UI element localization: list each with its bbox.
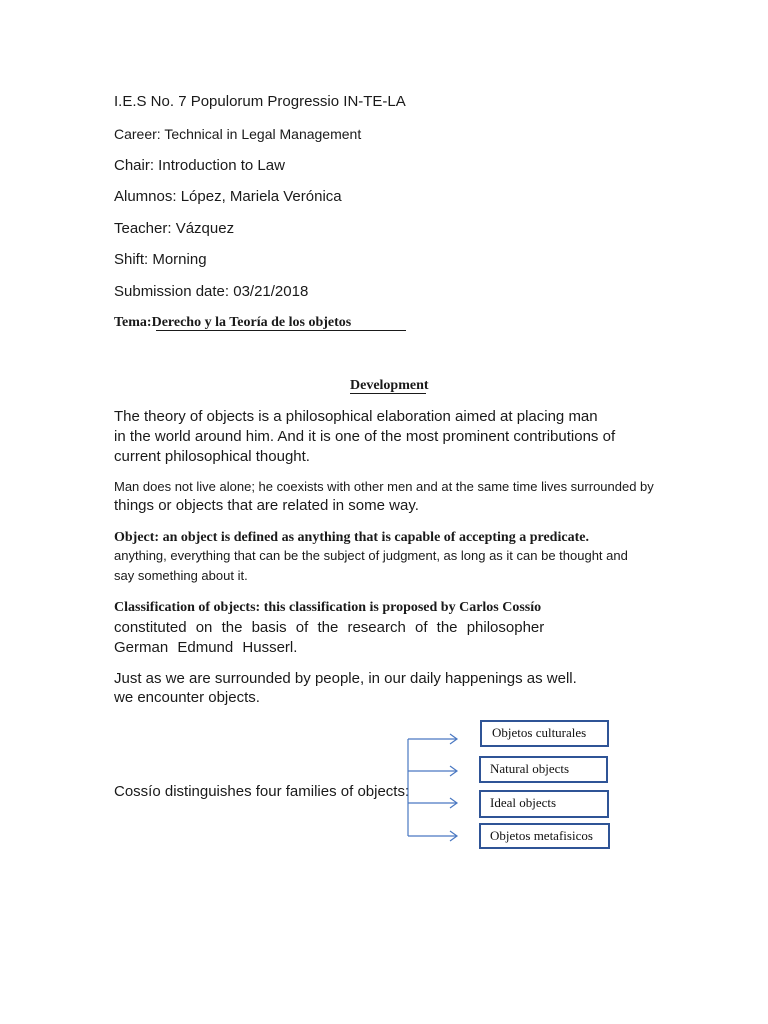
paragraph-line: we encounter objects. [114, 689, 260, 706]
paragraph-line: anything, everything that can be the subject of judgment, as long as it can be thought and [114, 548, 628, 563]
chair-line: Chair: Introduction to Law [114, 157, 285, 174]
institution-line: I.E.S No. 7 Populorum Progressio IN-TE-LA [114, 93, 406, 110]
paragraph-line: German Edmund Husserl. [114, 639, 298, 656]
paragraph-line: The theory of objects is a philosophical elaboration aimed at placing man [114, 408, 598, 425]
paragraph-line: say something about it. [114, 568, 248, 583]
paragraph-line: current philosophical thought. [114, 448, 310, 465]
families-label: Cossío distinguishes four families of objects: [114, 783, 410, 800]
tema-value: Derecho y la Teoría de los objetos [151, 315, 352, 330]
classification-heading: Classification of objects: this classification is proposed by Carlos Cossío [114, 600, 542, 615]
paragraph-line: constituted on the basis of the research of the philosopher [114, 619, 545, 636]
paragraph-line: things or objects that are related in some way. [114, 497, 419, 514]
object-definition: Object: an object is defined as anything that is capable of accepting a predicate. [114, 530, 589, 545]
submission-date-line: Submission date: 03/21/2018 [114, 283, 309, 300]
family-box-cultural: Objetos culturales [480, 720, 609, 747]
family-box-ideal: Ideal objects [479, 790, 609, 818]
teacher-line: Teacher: Vázquez [114, 220, 235, 237]
family-box-metaphysical: Objetos metafisicos [479, 823, 610, 849]
career-line: Career: Technical in Legal Management [114, 126, 362, 142]
paragraph-line: Man does not live alone; he coexists with other men and at the same time lives surrounded by [114, 479, 654, 494]
shift-line: Shift: Morning [114, 251, 207, 268]
students-line: Alumnos: López, Mariela Verónica [114, 188, 342, 205]
tema-label: Tema: [114, 315, 152, 330]
paragraph-line: Just as we are surrounded by people, in our daily happenings as well. [114, 670, 577, 687]
development-heading: Development [350, 378, 429, 393]
paragraph-line: in the world around him. And it is one of the most prominent contributions of [114, 428, 616, 445]
family-box-natural: Natural objects [479, 756, 608, 783]
